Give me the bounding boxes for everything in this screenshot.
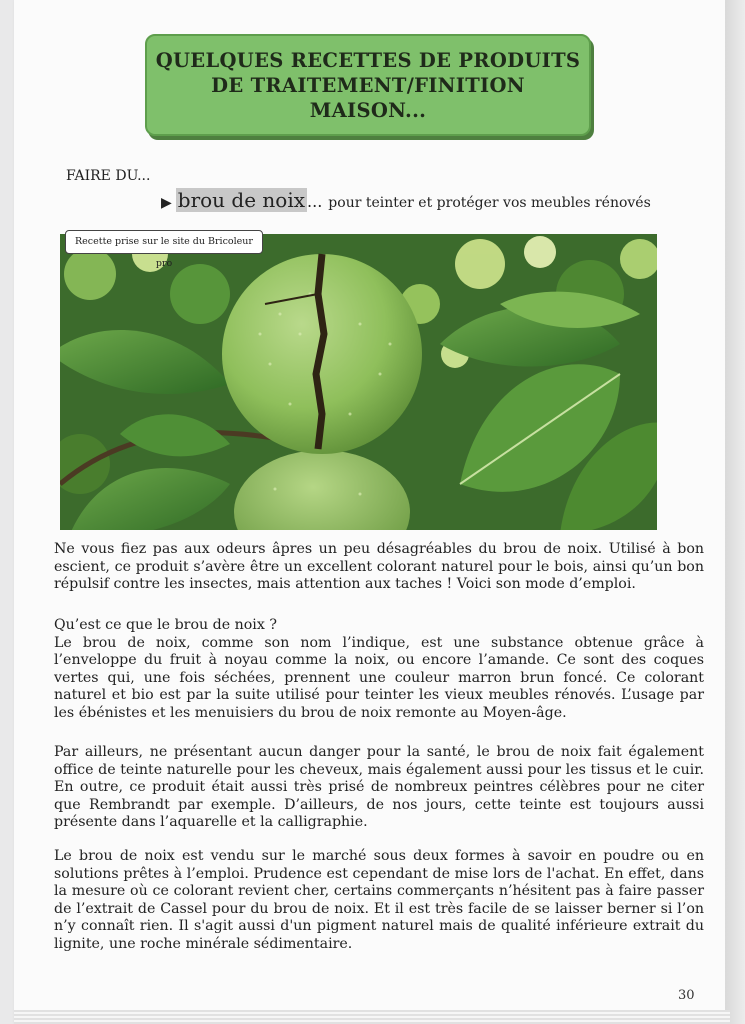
paragraph-text: Par ailleurs, ne présentant aucun danger pour la santé, le brou de noix fait également office de teinte naturelle pour les cheveux, mais également aussi pour les tissus et le cuir. En outre, ce produit était aussi très prisé de nombreux peintres célèbres pour ne citer que Rembrandt par exemple. D’ailleurs, de nos jours, cette teinte est toujours aussi présente dans l’aquarelle et la calligraphie. — [54, 744, 704, 830]
paragraph-4 — [54, 848, 704, 953]
paragraph-text: Le brou de noix est vendu sur le marché sous deux formes à savoir en poudre ou en solutions prêtes à l’emploi. Prudence est cependant de mise lors de l'achat. En effet, dans la mesure où ce colorant revient cher, certains commerçants n’hésitent pas à faire passer de l’extrait de Cassel pour du brou de noix. Et il est très facile de se laisser berner si l’on n’y connaît rien. Il s'agit aussi d'un pigment naturel mais de qualité inférieure extrait du lignite, une roche minérale sédimentaire. — [54, 848, 704, 952]
subtitle-ellipsis: ... — [307, 192, 323, 211]
paragraph-text: Ne vous fiez pas aux odeurs âpres un peu désagréables du brou de noix. Utilisé à bon escient, ce produit s’avère être un excellent colorant naturel pour le bois, ainsi qu’un bon répulsif contre les insectes, mais attention aux taches ! Voici son mode d’emploi. — [54, 541, 704, 592]
paragraph-3 — [54, 744, 704, 832]
paragraph-2 — [54, 617, 704, 722]
paragraph-1 — [54, 541, 704, 594]
paragraph-text: Le brou de noix, comme son nom l’indique, est une substance obtenue grâce à l’enveloppe du fruit à noyau comme la noix, ou encore l’amande. Ce sont des coques vertes qui, une fois séchées, prennent une couleur marron brun foncé. Ce colorant naturel et bio est par la suite utilisé pour teinter les vieux meubles rénovés. L’usage par les ébénistes et les menuisiers du brou de noix remonte au Moyen-âge. — [54, 634, 704, 721]
image-caption: Recette prise sur le site du Bricoleur pro — [65, 230, 263, 254]
subtitle-text: pour teinter et protéger vos meubles rénovés — [328, 195, 651, 211]
page-edge — [725, 0, 745, 1024]
highlighted-term: brou de noix — [177, 188, 306, 212]
walnut-photo — [60, 234, 657, 530]
page-title: QUELQUES RECETTES DE PRODUITS DE TRAITEMENT/FINITION MAISON... — [155, 48, 581, 122]
page-number: 30 — [678, 988, 695, 1003]
intro-faire: FAIRE DU... — [66, 168, 151, 184]
title-banner — [145, 34, 591, 136]
intro-subtitle — [161, 188, 651, 212]
paragraph-heading: Qu’est ce que le brou de noix ? — [54, 617, 277, 633]
arrow-icon: ▶ — [161, 195, 172, 211]
page-stack-edge — [14, 1010, 730, 1024]
